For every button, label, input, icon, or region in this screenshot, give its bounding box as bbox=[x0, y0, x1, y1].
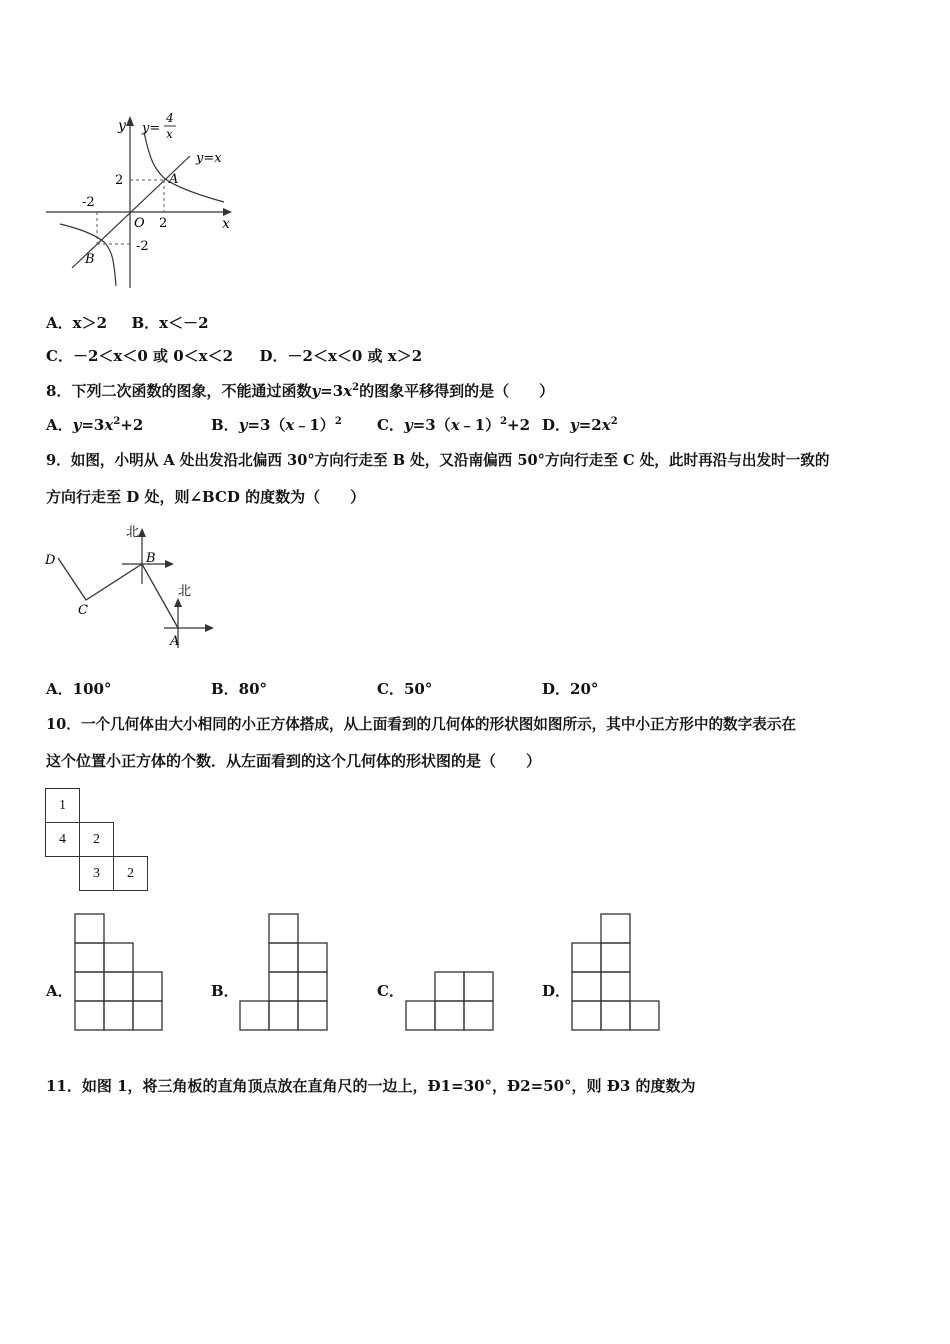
q10-option-c-figure bbox=[404, 970, 496, 1034]
q8-text-a: 下列二次函数的图象，不能通过函数 bbox=[71, 382, 312, 400]
point-a-label: A bbox=[170, 634, 180, 649]
point-b-label: B bbox=[85, 252, 95, 267]
q10-option-b-label: B． bbox=[211, 982, 239, 1000]
x-axis-label: x bbox=[222, 216, 230, 232]
q8-fn-exp: 2 bbox=[352, 382, 360, 393]
x-axis-arrow bbox=[223, 208, 232, 216]
top-view-cell: 2 bbox=[79, 822, 114, 857]
q8-fn-x: x bbox=[343, 382, 353, 400]
q10-question-line-2: 这个位置小正方体的个数．从左面看到的这个几何体的形状图的是（ ） bbox=[46, 752, 542, 770]
walk-path bbox=[58, 558, 178, 628]
q10-option-d-figure bbox=[570, 912, 662, 1034]
q8-option-a: A．$y=3x^2+2$ bbox=[46, 416, 144, 434]
q10-option-b-figure bbox=[238, 912, 330, 1034]
point-d-label: D bbox=[45, 553, 56, 568]
q9-question-line-1: 9．如图，小明从 A 处出发沿北偏西 30°方向行走至 B 处，又沿南偏西 50°方向行走至 C 处，此时再沿与出发时一致的 bbox=[46, 452, 830, 469]
hyperbola-eq-prefix: y= bbox=[142, 121, 161, 136]
q9-direction-figure bbox=[42, 522, 222, 657]
q7-graph-figure bbox=[42, 108, 242, 293]
top-view-cell: 2 bbox=[113, 856, 148, 891]
line-label: y=x bbox=[196, 151, 222, 166]
hyperbola-eq-den: x bbox=[166, 127, 173, 141]
q9-option-d: D．20° bbox=[542, 680, 599, 698]
q10-option-a-label: A． bbox=[46, 982, 73, 1000]
point-c-label: C bbox=[78, 603, 88, 618]
q10-question-line-1: 10．一个几何体由大小相同的小正方体搭成，从上面看到的几何体的形状图如图所示，其中小正方形中的数字表示在 bbox=[46, 716, 797, 733]
q7-option-a: A．x＞2 bbox=[46, 314, 108, 332]
q7-option-c: C．－2＜x＜0 或 0＜x＜2 bbox=[46, 347, 234, 365]
q8-question bbox=[46, 380, 554, 401]
q9-option-b: B．80° bbox=[211, 680, 268, 698]
hyperbola-eq-num: 4 bbox=[166, 111, 174, 125]
tick-y-neg2: -2 bbox=[136, 239, 149, 254]
q8-text-b: 的图象平移得到的是（ ） bbox=[359, 382, 555, 400]
q9-question-line-2: 方向行走至 D 处，则∠BCD 的度数为（ ） bbox=[46, 488, 366, 506]
y-axis-label: y bbox=[118, 118, 126, 134]
q8-fn-eq: =3 bbox=[320, 382, 344, 400]
tick-y-2: 2 bbox=[115, 173, 124, 188]
top-view-cell: 1 bbox=[45, 788, 80, 823]
q8-option-b: B．y=3（x﹣1）$^2$ bbox=[211, 416, 342, 434]
q11-question-line-1: 11．如图 1，将三角板的直角顶点放在直角尺的一边上，Ð1=30°，Ð2=50°，则 Ð3 的度数为 bbox=[46, 1077, 696, 1095]
q8-fn-y: y bbox=[311, 382, 321, 400]
q10-option-a-figure bbox=[73, 912, 165, 1034]
q8-number: 8． bbox=[46, 382, 72, 400]
q10-option-d-label: D． bbox=[542, 982, 571, 1000]
point-a-label: A bbox=[169, 172, 179, 187]
q8-option-d: D．$y=2x^2$ bbox=[542, 416, 618, 434]
tick-x-neg2: -2 bbox=[82, 195, 95, 210]
q7-option-row-1 bbox=[46, 312, 209, 333]
point-b-label: B bbox=[146, 551, 156, 566]
origin-label: O bbox=[134, 216, 145, 231]
q10-top-view bbox=[45, 788, 155, 894]
q9-option-c: C．50° bbox=[377, 680, 433, 698]
top-view-cell: 3 bbox=[79, 856, 114, 891]
q9-option-a: A．100° bbox=[46, 680, 112, 698]
north-label-a: 北 bbox=[178, 584, 192, 599]
q8-option-c: C．y=3（x﹣1）$^2$+2 bbox=[377, 416, 531, 434]
q10-option-c-label: C． bbox=[377, 982, 404, 1000]
q7-option-d: D．－2＜x＜0 或 x＞2 bbox=[259, 347, 423, 365]
north-label-b: 北 bbox=[126, 525, 140, 540]
q7-option-row-2 bbox=[46, 345, 422, 366]
y-axis-arrow bbox=[126, 116, 134, 126]
q7-option-b: B．x＜－2 bbox=[131, 314, 209, 332]
top-view-cell: 4 bbox=[45, 822, 80, 857]
tick-x-2: 2 bbox=[159, 216, 168, 231]
hyperbola-branch-q1 bbox=[144, 132, 224, 202]
